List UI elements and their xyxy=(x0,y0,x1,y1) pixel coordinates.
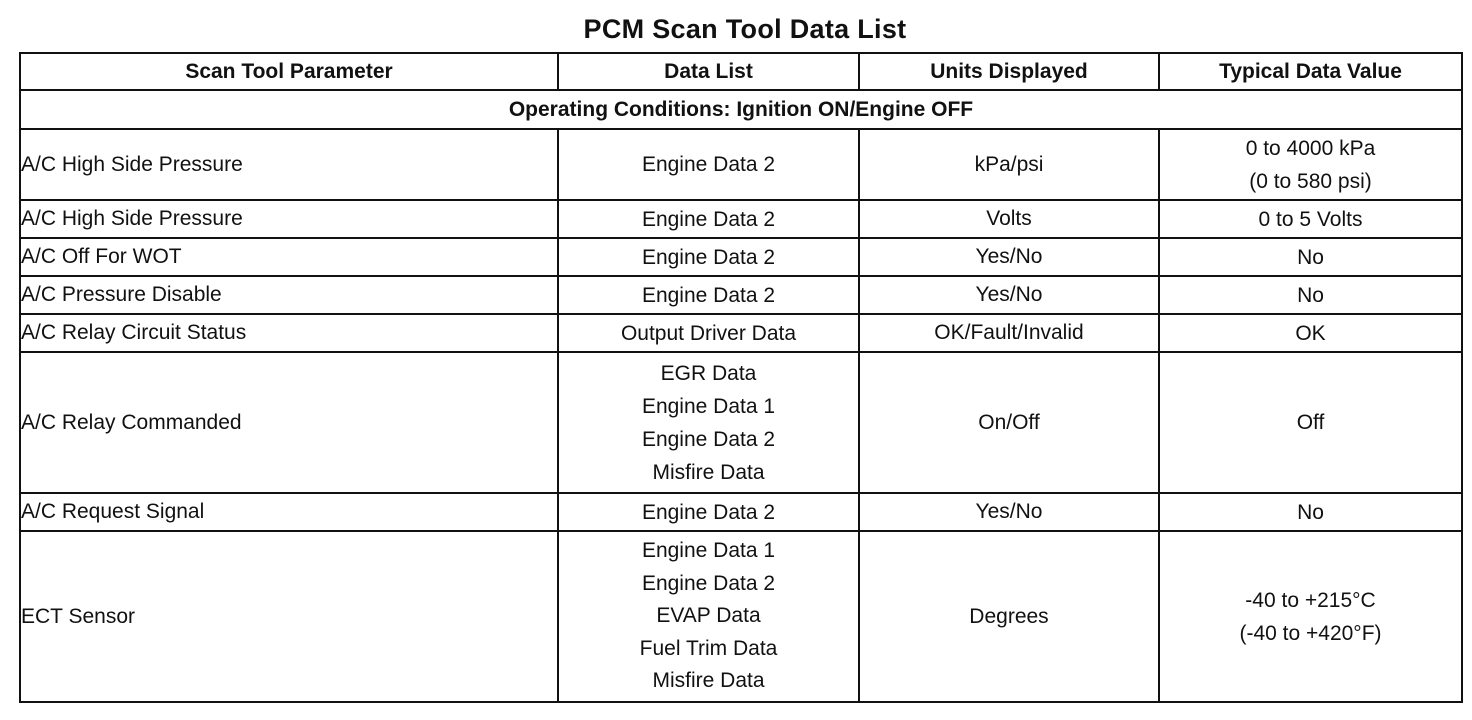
units-cell: kPa/psi xyxy=(859,129,1159,200)
table-row xyxy=(20,129,1462,200)
typical-value-cell xyxy=(1159,200,1462,238)
units-cell: Degrees xyxy=(859,531,1159,702)
typical-value-line: Off xyxy=(1296,411,1325,434)
page-title: PCM Scan Tool Data List xyxy=(583,14,907,44)
data-list-item: Engine Data 2 xyxy=(641,571,776,595)
data-list-item: Fuel Trim Data xyxy=(639,636,778,660)
typical-value-line: (-40 to +420°F) xyxy=(1239,621,1382,645)
data-list-item: Output Driver Data xyxy=(620,321,797,345)
data-list-cell xyxy=(558,129,859,200)
operating-conditions-section: Operating Conditions: Ignition ON/Engine OFF xyxy=(20,90,1462,129)
header-units-displayed: Units Displayed xyxy=(859,53,1159,90)
header-typical-data-value: Typical Data Value xyxy=(1159,53,1462,90)
units-cell: Yes/No xyxy=(859,493,1159,531)
typical-value-line: -40 to +215°C xyxy=(1245,588,1376,612)
scan-tool-data-table xyxy=(19,52,1463,703)
data-list-item: Misfire Data xyxy=(652,460,765,484)
parameter-cell: A/C High Side Pressure xyxy=(20,129,558,200)
data-list-item: Engine Data 2 xyxy=(641,283,776,307)
units-cell: Yes/No xyxy=(859,238,1159,276)
units-cell: On/Off xyxy=(859,352,1159,493)
table-row xyxy=(20,531,1462,702)
typical-value-cell xyxy=(1159,129,1462,200)
data-list-cell xyxy=(558,493,859,531)
data-list-item: Engine Data 2 xyxy=(641,245,776,269)
units-cell: Volts xyxy=(859,200,1159,238)
data-list-item: Engine Data 1 xyxy=(641,394,776,418)
parameter-cell: A/C Relay Circuit Status xyxy=(20,314,558,352)
parameter-cell: A/C Pressure Disable xyxy=(20,276,558,314)
typical-value-line: 0 to 5 Volts xyxy=(1258,207,1363,231)
data-list-item: Engine Data 2 xyxy=(641,500,776,524)
parameter-cell: A/C Relay Commanded xyxy=(20,352,558,493)
typical-value-cell xyxy=(1159,352,1462,493)
typical-value-line: OK xyxy=(1295,321,1326,345)
data-list-cell xyxy=(558,352,859,493)
data-list-item: Engine Data 1 xyxy=(641,539,776,563)
typical-value-line: No xyxy=(1297,283,1324,307)
parameter-cell: A/C High Side Pressure xyxy=(20,200,558,238)
units-cell: Yes/No xyxy=(859,276,1159,314)
data-list-cell xyxy=(558,238,859,276)
typical-value-line: No xyxy=(1297,500,1324,524)
parameter-cell: A/C Off For WOT xyxy=(20,238,558,276)
typical-value-cell xyxy=(1159,276,1462,314)
units-cell: OK/Fault/Invalid xyxy=(859,314,1159,352)
typical-value-line: (0 to 580 psi) xyxy=(1249,169,1372,193)
table-row xyxy=(20,200,1462,238)
table-row xyxy=(20,238,1462,276)
header-scan-tool-parameter: Scan Tool Parameter xyxy=(20,53,558,90)
data-list-item: Engine Data 2 xyxy=(641,153,776,176)
typical-value-line: No xyxy=(1297,245,1324,269)
table-row xyxy=(20,276,1462,314)
data-list-cell xyxy=(558,531,859,702)
data-list-item: Engine Data 2 xyxy=(641,207,776,231)
typical-value-cell xyxy=(1159,531,1462,702)
header-data-list: Data List xyxy=(558,53,859,90)
typical-value-cell xyxy=(1159,314,1462,352)
typical-value-cell xyxy=(1159,238,1462,276)
table-row xyxy=(20,314,1462,352)
typical-value-line: 0 to 4000 kPa xyxy=(1245,136,1376,160)
parameter-cell: ECT Sensor xyxy=(20,531,558,702)
data-list-cell xyxy=(558,276,859,314)
data-list-item: EVAP Data xyxy=(656,604,761,628)
table-row xyxy=(20,493,1462,531)
header-row xyxy=(20,53,1462,90)
data-list-item: Engine Data 2 xyxy=(641,427,776,451)
parameter-cell: A/C Request Signal xyxy=(20,493,558,531)
section-row xyxy=(20,90,1462,129)
data-list-cell xyxy=(558,314,859,352)
data-list-item: Misfire Data xyxy=(652,669,765,693)
typical-value-cell xyxy=(1159,493,1462,531)
data-list-item: EGR Data xyxy=(660,361,757,385)
table-row xyxy=(20,352,1462,493)
data-list-cell xyxy=(558,200,859,238)
